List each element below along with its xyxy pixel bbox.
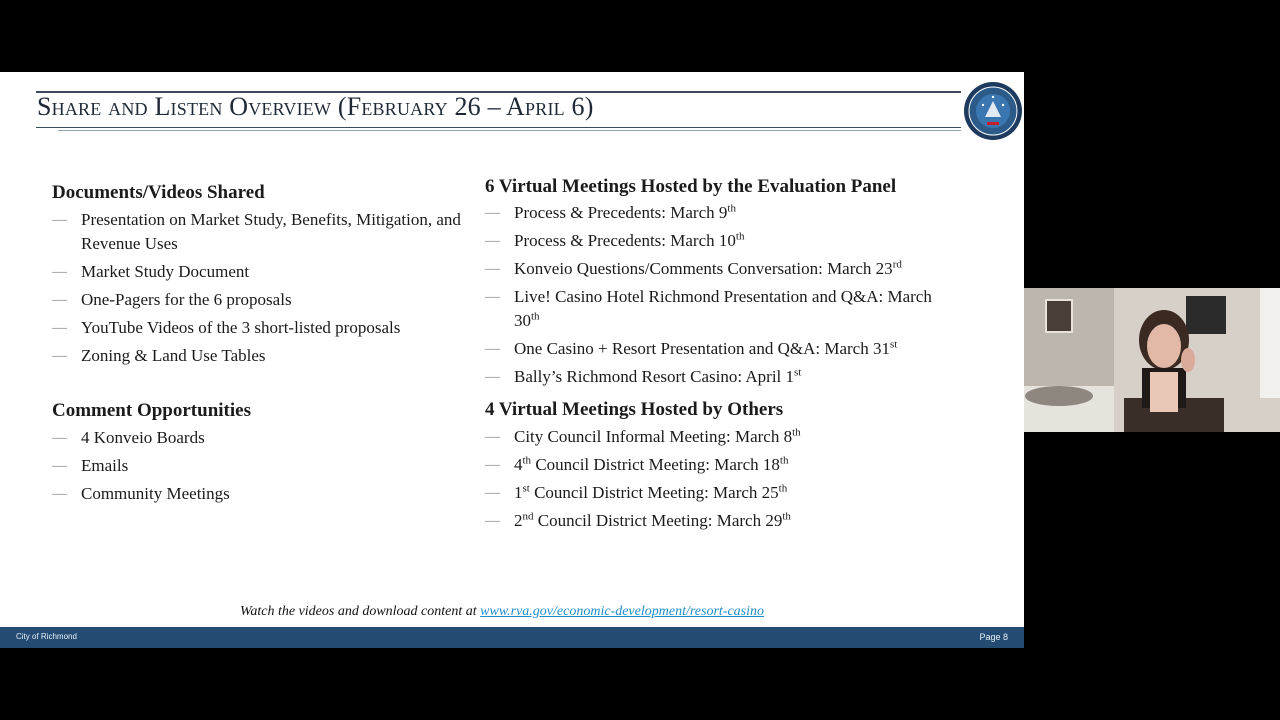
list-item: — City Council Informal Meeting: March 8th — [485, 425, 965, 449]
title-accent-rule — [58, 130, 961, 131]
dash-bullet-icon: — — [52, 264, 67, 280]
dash-bullet-icon: — — [52, 348, 67, 364]
list-item: — Konveio Questions/Comments Conversation: March 23rd — [485, 257, 965, 281]
comment-list — [52, 426, 472, 506]
list-item: — Process & Precedents: March 10th — [485, 229, 965, 253]
list-item: — Market Study Document — [52, 260, 472, 284]
documents-header: Documents/Videos Shared — [52, 182, 265, 203]
dash-bullet-icon: — — [485, 233, 500, 249]
left-column — [52, 182, 472, 506]
list-item: — Zoning & Land Use Tables — [52, 344, 472, 368]
list-item: — One Casino + Resort Presentation and Q&A: March 31st — [485, 337, 965, 361]
documents-list — [52, 208, 472, 368]
title-bottom-rule — [36, 127, 961, 128]
list-item: — Bally’s Richmond Resort Casino: April 1st — [485, 365, 965, 389]
dash-bullet-icon: — — [485, 369, 500, 385]
list-item: — 2nd Council District Meeting: March 29th — [485, 509, 965, 533]
city-seal-icon — [963, 81, 1023, 141]
list-item: — Process & Precedents: March 9th — [485, 201, 965, 225]
others-meetings-header: 4 Virtual Meetings Hosted by Others — [485, 399, 784, 420]
list-item: — One-Pagers for the 6 proposals — [52, 288, 472, 312]
others-meetings-list — [485, 425, 965, 533]
footer-note: Watch the videos and download content at www.rva.gov/economic-development/resort-casino — [239, 604, 764, 619]
dash-bullet-icon: — — [52, 486, 67, 502]
list-item: — 4 Konveio Boards — [52, 426, 472, 450]
dash-bullet-icon: — — [485, 485, 500, 501]
dash-bullet-icon: — — [485, 457, 500, 473]
dash-bullet-icon: — — [52, 212, 67, 228]
dash-bullet-icon: — — [485, 429, 500, 445]
list-item: — Presentation on Market Study, Benefits, Mitigation, and Revenue Uses — [52, 210, 461, 253]
presentation-slide — [0, 72, 1024, 648]
list-item: — 4th Council District Meeting: March 18th — [485, 453, 965, 477]
list-item: — Live! Casino Hotel Richmond Presentation and Q&A: March 30th — [485, 287, 932, 330]
dash-bullet-icon: — — [52, 458, 67, 474]
list-item: — 1st Council District Meeting: March 25th — [485, 481, 965, 505]
list-item: — Community Meetings — [52, 482, 472, 506]
dash-bullet-icon: — — [485, 289, 500, 305]
dash-bullet-icon: — — [485, 341, 500, 357]
page-number: Page 8 — [979, 632, 1008, 642]
footer-organization: City of Richmond — [16, 632, 77, 641]
dash-bullet-icon: — — [485, 205, 500, 221]
presenter-video-image — [1024, 288, 1280, 432]
slide-title: Share and Listen Overview (February 26 – April 6) — [37, 92, 594, 121]
panel-meetings-header: 6 Virtual Meetings Hosted by the Evaluation Panel — [485, 176, 897, 197]
dash-bullet-icon: — — [52, 430, 67, 446]
dash-bullet-icon: — — [52, 292, 67, 308]
resort-casino-link[interactable]: www.rva.gov/economic-development/resort-casino — [480, 604, 764, 619]
footer-bar — [0, 627, 1024, 648]
right-column — [485, 176, 965, 533]
dash-bullet-icon: — — [485, 261, 500, 277]
list-item: — YouTube Videos of the 3 short-listed proposals — [52, 316, 472, 340]
dash-bullet-icon: — — [52, 320, 67, 336]
comment-header: Comment Opportunities — [52, 400, 251, 421]
panel-meetings-list — [485, 201, 965, 389]
presenter-video-feed — [1024, 288, 1280, 432]
list-item: — Emails — [52, 454, 472, 478]
dash-bullet-icon: — — [485, 513, 500, 529]
